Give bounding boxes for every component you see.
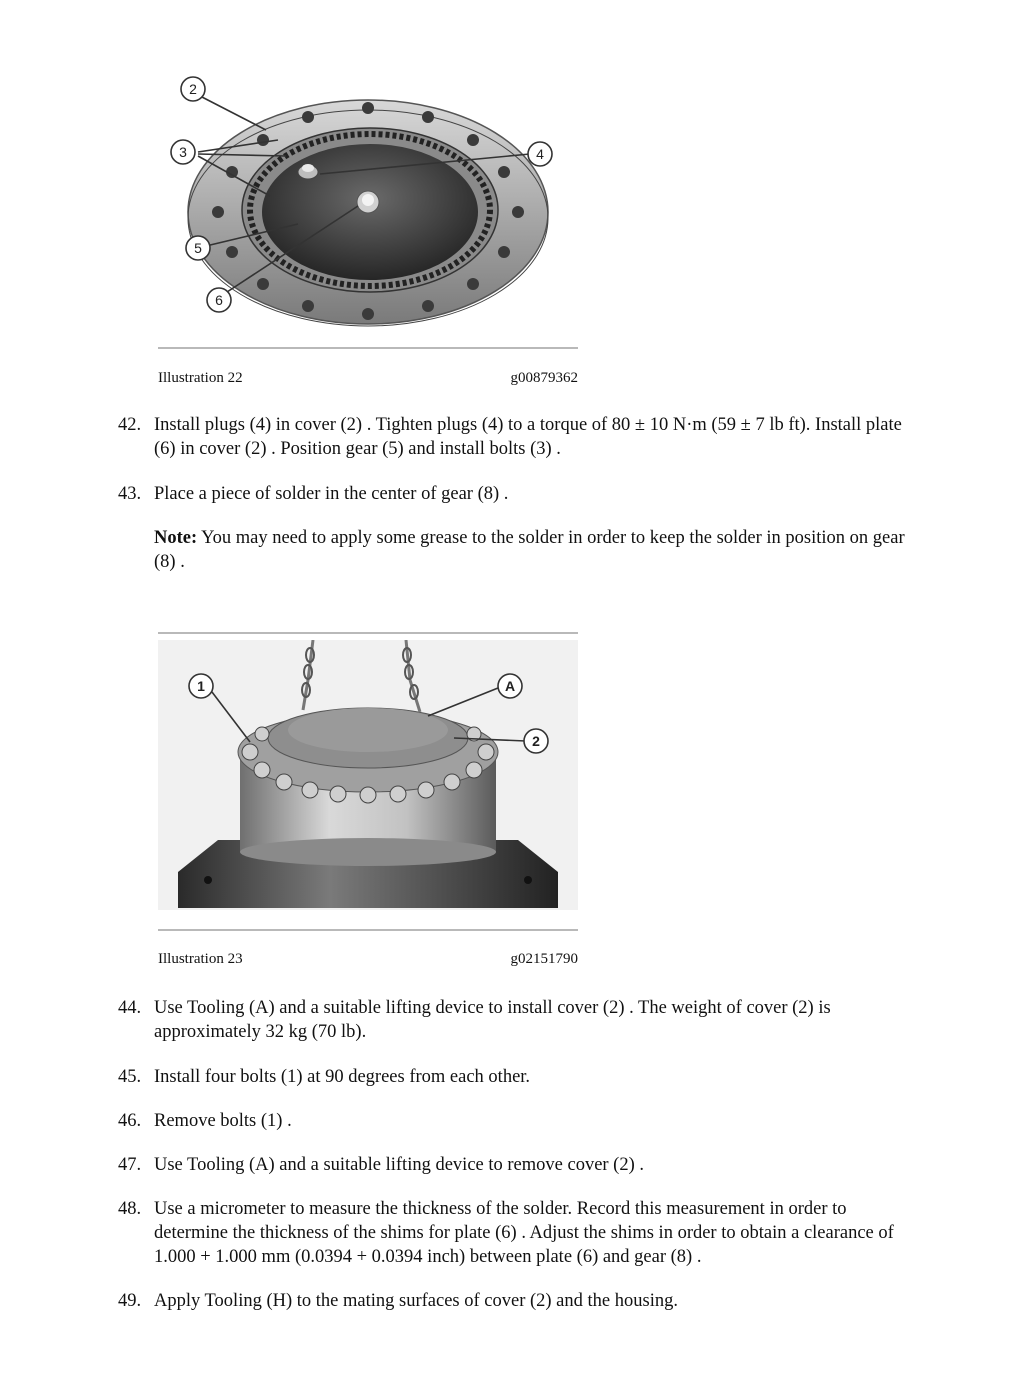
note	[154, 526, 914, 574]
illustration-22-caption	[158, 370, 578, 387]
step-49	[118, 1289, 918, 1313]
illustration-23-top-rule	[158, 632, 578, 634]
step-number: 42.	[118, 415, 142, 435]
note-label: Note:	[154, 528, 198, 548]
illustration-22-id: g00879362	[510, 370, 578, 386]
callout-2-label: 2	[189, 81, 197, 97]
step-text: Install plugs (4) in cover (2) . Tighten plugs (4) to a torque of 80 ± 10 N·m (59 ± 7 lb ft). Install plate (6) in cover (2) . Position gear (5) and install bolts (3) .	[154, 415, 902, 459]
callout-1-label: 1	[197, 678, 205, 694]
step-46	[118, 1109, 918, 1133]
illustration-23-label: Illustration 23	[158, 951, 243, 967]
callout-3-label: 3	[179, 144, 187, 160]
step-45	[118, 1065, 918, 1089]
step-47	[118, 1153, 918, 1177]
step-number: 49.	[118, 1291, 142, 1311]
step-number: 48.	[118, 1199, 142, 1219]
step-number: 43.	[118, 484, 142, 504]
step-number: 47.	[118, 1155, 142, 1175]
illustration-22-rule	[158, 347, 578, 349]
step-43	[118, 482, 918, 506]
step-text: Use a micrometer to measure the thickness of the solder. Record this measurement in order to determine the thickness of the shims for plate (6) . Adjust the shims in order to obtain a clearance of 1.000 + 1.000 mm (0.0394 + 0.0394 inch) between plate (6) and gear (8) .	[154, 1199, 894, 1267]
step-number: 46.	[118, 1111, 142, 1131]
step-number: 44.	[118, 998, 142, 1018]
note-text: You may need to apply some grease to the solder in order to keep the solder in position on gear (8) .	[154, 528, 905, 572]
callout-4-label: 4	[536, 146, 544, 162]
illustration-22-image	[158, 62, 578, 342]
callout-A-label: A	[504, 678, 516, 694]
step-text: Install four bolts (1) at 90 degrees from each other.	[154, 1067, 531, 1087]
step-text: Apply Tooling (H) to the mating surfaces of cover (2) and the housing.	[154, 1291, 678, 1311]
step-text: Remove bolts (1) .	[154, 1111, 292, 1131]
illustration-23-image	[158, 640, 578, 910]
step-number: 45.	[118, 1067, 142, 1087]
callout-5-label: 5	[194, 240, 202, 256]
callout-6-label: 6	[215, 292, 223, 308]
step-text: Place a piece of solder in the center of gear (8) .	[154, 484, 509, 504]
step-text: Use Tooling (A) and a suitable lifting device to remove cover (2) .	[154, 1155, 645, 1175]
step-44	[118, 996, 918, 1044]
illustration-22-label: Illustration 22	[158, 370, 243, 386]
cover-gear-drawing	[158, 62, 578, 342]
callout-2-label: 2	[532, 733, 540, 749]
illustration-23-id: g02151790	[510, 951, 578, 967]
cover-lifting-drawing	[158, 640, 578, 910]
step-48	[118, 1197, 918, 1269]
step-42	[118, 413, 918, 461]
illustration-23-rule	[158, 929, 578, 931]
step-text: Use Tooling (A) and a suitable lifting device to install cover (2) . The weight of cover (2) is approximately 32 kg (70 lb).	[154, 998, 831, 1042]
illustration-23-caption	[158, 951, 578, 968]
